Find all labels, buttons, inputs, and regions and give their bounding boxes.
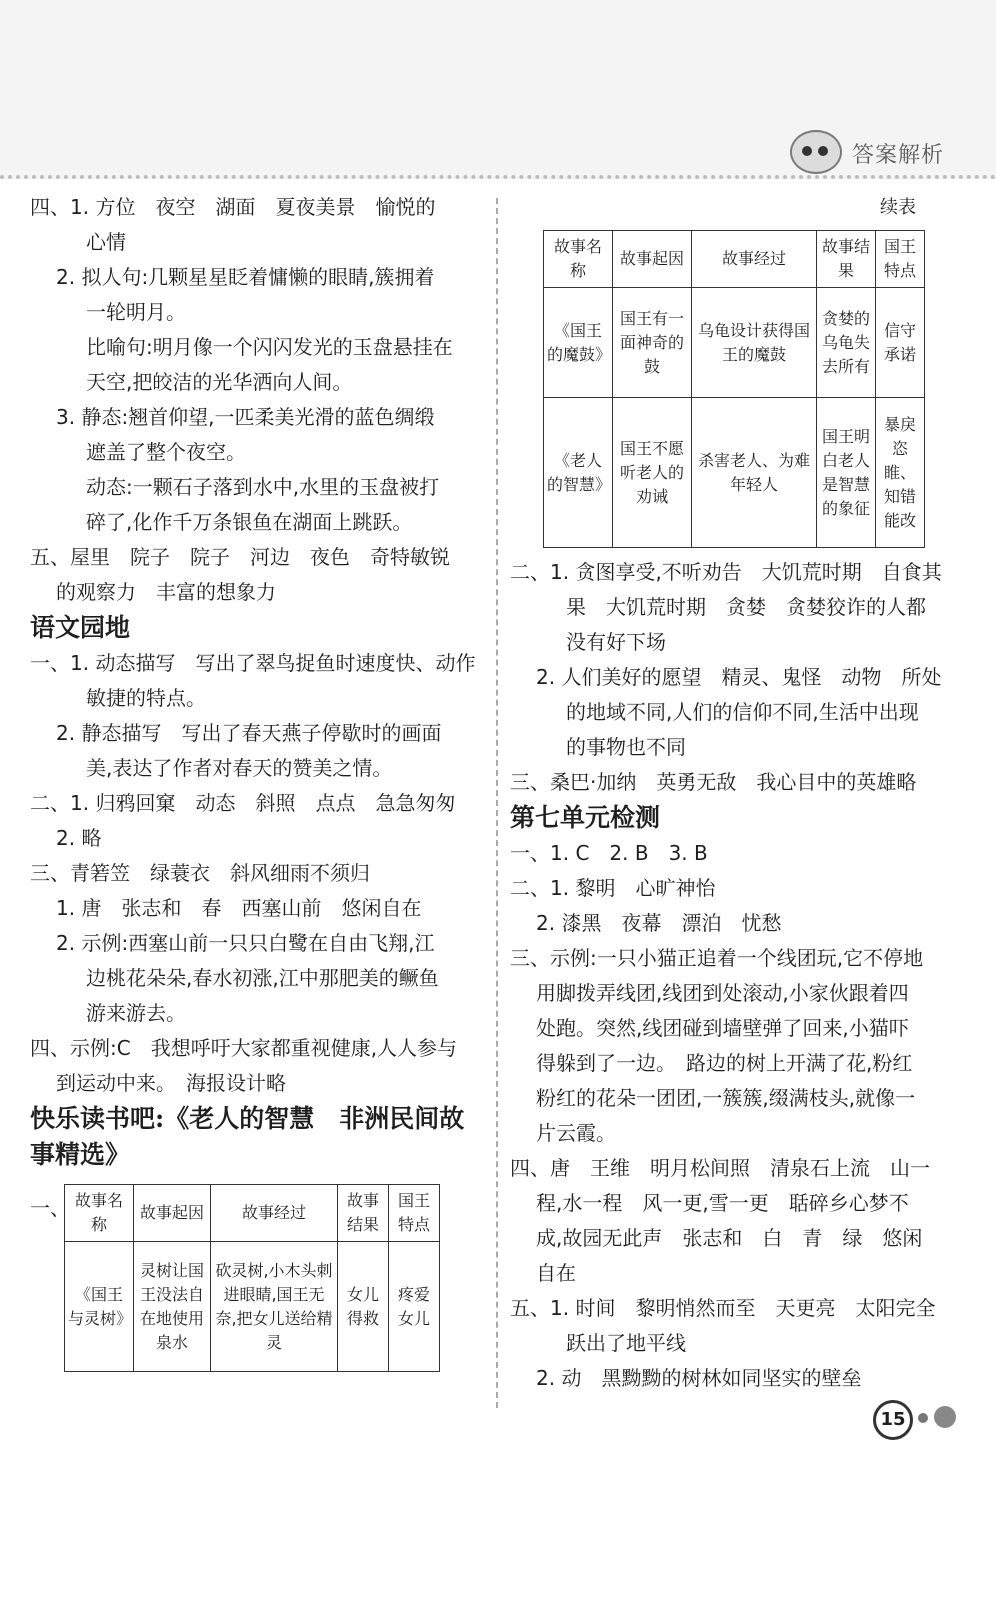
- text-line: 五、屋里 院子 院子 河边 夜色 奇特敏锐: [30, 545, 450, 569]
- table-label: 一、: [30, 1196, 70, 1220]
- text-line: 二、1. 黎明 心旷神怡: [510, 876, 716, 900]
- table-header: 国王特点: [876, 231, 925, 288]
- table-cell: 乌龟设计获得国王的魔鼓: [692, 288, 817, 398]
- text-line: 得躲到了一边。 路边的树上开满了花,粉红: [536, 1051, 913, 1075]
- table-caption: 续表: [880, 197, 916, 218]
- left-column: [30, 190, 478, 1173]
- table-header: 故事起因: [134, 1185, 211, 1242]
- page-number: 15: [873, 1400, 913, 1440]
- table-header: 故事经过: [211, 1185, 338, 1242]
- table-cell: 《国王与灵树》: [65, 1242, 134, 1372]
- text-line: 二、1. 贪图享受,不听劝告 大饥荒时期 自食其: [510, 560, 942, 584]
- text-line: 天空,把皎洁的光华洒向人间。: [86, 370, 353, 394]
- text-line: 2. 略: [56, 826, 102, 850]
- text-line: 遮盖了整个夜空。: [86, 440, 246, 464]
- text-line: 一、1. 动态描写 写出了翠鸟捉鱼时速度快、动作: [30, 651, 476, 675]
- text-line: 一、1. C 2. B 3. B: [510, 841, 708, 865]
- table-cell: 暴戾恣睢、知错能改: [876, 398, 925, 548]
- table-cell: 信守承诺: [876, 288, 925, 398]
- text-line: 敏捷的特点。: [86, 686, 206, 710]
- text-line: 四、唐 王维 明月松间照 清泉石上流 山一: [510, 1156, 930, 1180]
- text-line: 五、1. 时间 黎明悄然而至 天更亮 太阳完全: [510, 1296, 936, 1320]
- text-line: 三、示例:一只小猫正追着一个线团玩,它不停地: [510, 946, 924, 970]
- text-line: 2. 示例:西塞山前一只只白鹭在自由飞翔,江: [56, 931, 435, 955]
- text-line: 的观察力 丰富的想象力: [56, 580, 276, 604]
- text-line: 四、1. 方位 夜空 湖面 夏夜美景 愉悦的: [30, 195, 436, 219]
- table-cell: 《国王的魔鼓》: [544, 288, 613, 398]
- text-line: 2. 动 黑黝黝的树林如同坚实的壁垒: [536, 1366, 862, 1390]
- text-line: 的事物也不同: [566, 735, 686, 759]
- table-header: 国王特点: [389, 1185, 440, 1242]
- text-line: 一轮明月。: [86, 300, 186, 324]
- section-heading: 第七单元检测: [510, 803, 661, 832]
- text-line: 2. 人们美好的愿望 精灵、鬼怪 动物 所处: [536, 665, 942, 689]
- text-line: 二、1. 归鸦回窠 动态 斜照 点点 急急匆匆: [30, 791, 456, 815]
- table-cell: 贪婪的乌龟失去所有: [817, 288, 876, 398]
- mascot-icon: [790, 130, 842, 174]
- table-cell: 杀害老人、为难年轻人: [692, 398, 817, 548]
- text-line: 3. 静态:翘首仰望,一匹柔美光滑的蓝色绸缎: [56, 405, 435, 429]
- text-line: 三、桑巴·加纳 英勇无敌 我心目中的英雄略: [510, 770, 917, 794]
- table-header: 故事名称: [65, 1185, 134, 1242]
- text-line: 成,故园无此声 张志和 白 青 绿 悠闲: [536, 1226, 923, 1250]
- table-header: 故事起因: [613, 231, 692, 288]
- table-cell: 国王明白老人是智慧的象征: [817, 398, 876, 548]
- text-line: 美,表达了作者对春天的赞美之情。: [86, 756, 393, 780]
- section-heading: 语文园地: [30, 613, 131, 642]
- text-line: 四、示例:C 我想呼吁大家都重视健康,人人参与: [30, 1036, 458, 1060]
- table-cell: 国王不愿听老人的劝诫: [613, 398, 692, 548]
- text-line: 的地域不同,人们的信仰不同,生活中出现: [566, 700, 919, 724]
- text-line: 片云霞。: [536, 1121, 616, 1145]
- table-header: 故事经过: [692, 231, 817, 288]
- section-heading: 事精选》: [30, 1140, 131, 1169]
- text-line: 跃出了地平线: [566, 1331, 686, 1355]
- right-column: [510, 555, 965, 1396]
- table-cell: 砍灵树,小木头刺进眼睛,国王无奈,把女儿送给精灵: [211, 1242, 338, 1372]
- text-line: 程,水一程 风一更,雪一更 聒碎乡心梦不: [536, 1191, 909, 1215]
- text-line: 比喻句:明月像一个闪闪发光的玉盘悬挂在: [86, 335, 453, 359]
- table-header: 故事名称: [544, 231, 613, 288]
- text-line: 游来游去。: [86, 1001, 186, 1025]
- story-table-continued: [543, 230, 925, 548]
- text-line: 自在: [536, 1261, 576, 1285]
- header-title: 答案解析: [852, 143, 945, 168]
- text-line: 动态:一颗石子落到水中,水里的玉盘被打: [86, 475, 440, 499]
- table-header: 故事结果: [817, 231, 876, 288]
- section-heading: 快乐读书吧:《老人的智慧 非洲民间故: [30, 1104, 465, 1133]
- text-line: 边桃花朵朵,春水初涨,江中那肥美的鳜鱼: [86, 966, 439, 990]
- text-line: 处跑。突然,线团碰到墙壁弹了回来,小猫吓: [536, 1016, 909, 1040]
- text-line: 没有好下场: [566, 630, 666, 654]
- text-line: 三、青箬笠 绿蓑衣 斜风细雨不须归: [30, 861, 370, 885]
- text-line: 碎了,化作千万条银鱼在湖面上跳跃。: [86, 510, 413, 534]
- decorative-dot: [918, 1413, 928, 1423]
- table-cell: 《老人的智慧》: [544, 398, 613, 548]
- table-cell: 女儿得救: [338, 1242, 389, 1372]
- text-line: 1. 唐 张志和 春 西塞山前 悠闲自在: [56, 896, 422, 920]
- table-cell: 灵树让国王没法自在地使用泉水: [134, 1242, 211, 1372]
- text-line: 2. 静态描写 写出了春天燕子停歇时的画面: [56, 721, 442, 745]
- table-header: 故事结果: [338, 1185, 389, 1242]
- table-cell: 国王有一面神奇的鼓: [613, 288, 692, 398]
- text-line: 果 大饥荒时期 贪婪 贪婪狡诈的人都: [566, 595, 926, 619]
- text-line: 粉红的花朵一团团,一簇簇,缀满枝头,就像一: [536, 1086, 916, 1110]
- page-header: [0, 0, 996, 179]
- text-line: 2. 拟人句:几颗星星眨着慵懒的眼睛,簇拥着: [56, 265, 435, 289]
- column-divider: [496, 198, 498, 1408]
- table-cell: 疼爱女儿: [389, 1242, 440, 1372]
- text-line: 2. 漆黑 夜幕 漂泊 忧愁: [536, 911, 782, 935]
- text-line: 用脚拨弄线团,线团到处滚动,小家伙跟着四: [536, 981, 909, 1005]
- decorative-dot: [934, 1406, 956, 1428]
- text-line: 到运动中来。 海报设计略: [56, 1071, 286, 1095]
- story-table: [64, 1184, 440, 1372]
- text-line: 心情: [86, 230, 126, 254]
